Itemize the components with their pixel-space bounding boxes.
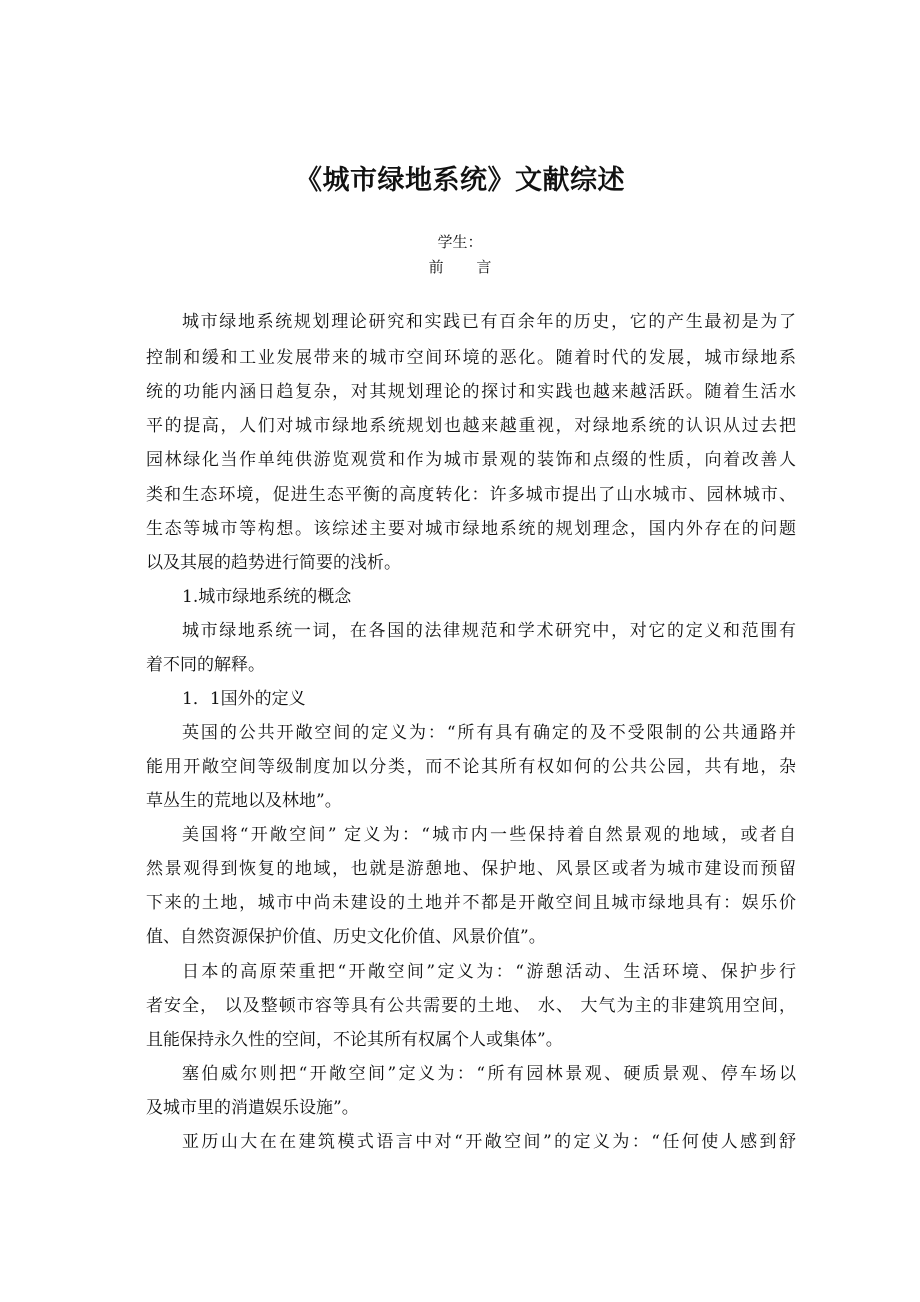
- section-heading: 1.城市绿地系统的概念: [182, 587, 352, 607]
- text-line: 城市绿地系统一词，在各国的法律规范和学术研究中，对它的定义和范围有: [182, 621, 796, 641]
- text-line: 能用开敞空间等级制度加以分类，而不论其所有权如何的公共公园，共有地，杂: [146, 757, 796, 777]
- text-line: 园林绿化当作单纯供游览观赏和作为城市景观的装饰和点缀的性质，向着改善人: [146, 450, 796, 470]
- text-line: 日本的高原荣重把“开敞空间”定义为：“游憩活动、生活环境、保护步行: [182, 962, 796, 982]
- student-label: 学生：: [437, 233, 483, 251]
- text-line: 着不同的解释。: [146, 655, 265, 675]
- text-line: 下来的土地，城市中尚未建设的土地并不都是开敞空间且城市绿地具有：娱乐价: [146, 893, 796, 913]
- text-line: 英国的公共开敞空间的定义为：“所有具有确定的及不受限制的公共通路并: [182, 723, 796, 743]
- text-line: 且能保持永久性的空间，不论其所有权属个人或集体”。: [146, 1030, 563, 1050]
- text-line: 然景观得到恢复的地域，也就是游憩地、保护地、风景区或者为城市建设而预留: [146, 859, 796, 879]
- text-line: 城市绿地系统规划理论研究和实践已有百余年的历史，它的产生最初是为了: [182, 312, 796, 332]
- text-line: 平的提高，人们对城市绿地系统规划也越来越重视，对绿地系统的认识从过去把: [146, 416, 796, 436]
- text-line: 塞伯威尔则把“开敞空间”定义为：“所有园林景观、硬质景观、停车场以: [182, 1064, 796, 1084]
- preface-heading: 前 言: [428, 258, 506, 276]
- text-line: 者安全， 以及整顿市容等具有公共需要的土地、 水、 大气为主的非建筑用空间，: [146, 996, 796, 1016]
- subsection-heading: 1．1国外的定义: [182, 689, 306, 709]
- text-line: 控制和缓和工业发展带来的城市空间环境的恶化。随着时代的发展，城市绿地系: [146, 348, 796, 368]
- text-line: 及城市里的消遣娱乐设施”。: [146, 1098, 359, 1118]
- text-line: 统的功能内涵日趋复杂，对其规划理论的探讨和实践也越来越活跃。随着生活水: [146, 382, 796, 402]
- text-line: 类和生态环境，促进生态平衡的高度转化：许多城市提出了山水城市、园林城市、: [146, 485, 796, 505]
- text-line: 以及其展的趋势进行简要的浅析。: [146, 553, 401, 573]
- text-line: 生态等城市等构想。该综述主要对城市绿地系统的规划理念，国内外存在的问题: [146, 519, 796, 539]
- text-line: 值、自然资源保护价值、历史文化价值、风景价值”。: [146, 927, 546, 947]
- document-title: 《城市绿地系统》文献综述: [295, 165, 625, 196]
- text-line: 美国将“开敞空间” 定义为：“城市内一些保持着自然景观的地域，或者自: [182, 825, 796, 845]
- text-line: 亚历山大在在建筑模式语言中对“开敞空间”的定义为：“任何使人感到舒: [182, 1132, 796, 1152]
- text-line: 草丛生的荒地以及林地”。: [146, 791, 342, 811]
